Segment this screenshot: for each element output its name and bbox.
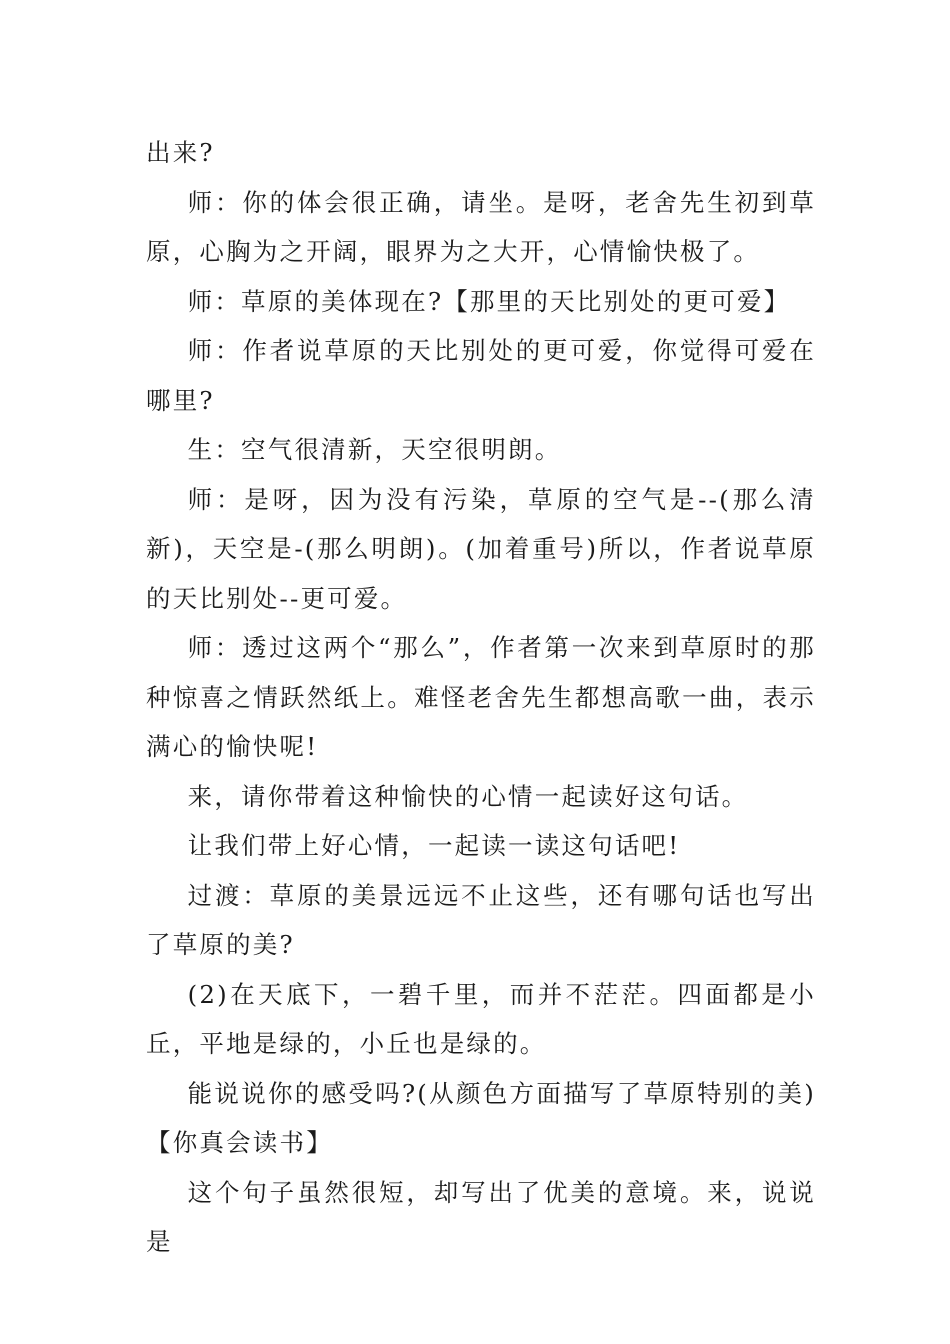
paragraph: 师：是呀，因为没有污染，草原的空气是--(那么清新)，天空是-(那么明朗)。(加着重号)所以，作者说草原的天比别处--更可爱。 bbox=[146, 484, 816, 613]
paragraph: 这个句子虽然很短，却写出了优美的意境。来，说说是 bbox=[146, 1177, 816, 1256]
paragraph: 师：草原的美体现在?【那里的天比别处的更可爱】 bbox=[187, 286, 791, 316]
paragraph: 能说说你的感受吗?(从颜色方面描写了草原特别的美)【你真会读书】 bbox=[146, 1078, 816, 1157]
paragraph: 师：透过这两个“那么”，作者第一次来到草原时的那种惊喜之情跃然纸上。难怪老舍先生都想高歌一曲，表示满心的愉快呢! bbox=[146, 633, 816, 761]
paragraph: 出来? bbox=[146, 138, 215, 167]
paragraph: 过渡：草原的美景远远不止这些，还有哪句话也写出了草原的美? bbox=[146, 880, 816, 959]
paragraph: 师：你的体会很正确，请坐。是呀，老舍先生初到草原，心胸为之开阔，眼界为之大开，心情愉快极了。 bbox=[146, 187, 816, 266]
paragraph: 生：空气很清新，天空很明朗。 bbox=[187, 435, 562, 464]
document-body bbox=[146, 128, 816, 1267]
paragraph: 来，请你带着这种愉快的心情一起读好这句话。 bbox=[187, 781, 749, 811]
paragraph: (2)在天底下，一碧千里，而并不茫茫。四面都是小丘，平地是绿的，小丘也是绿的。 bbox=[146, 979, 816, 1058]
paragraph: 让我们带上好心情，一起读一读这句话吧! bbox=[187, 831, 681, 860]
paragraph: 师：作者说草原的天比别处的更可爱，你觉得可爱在哪里? bbox=[146, 336, 816, 415]
